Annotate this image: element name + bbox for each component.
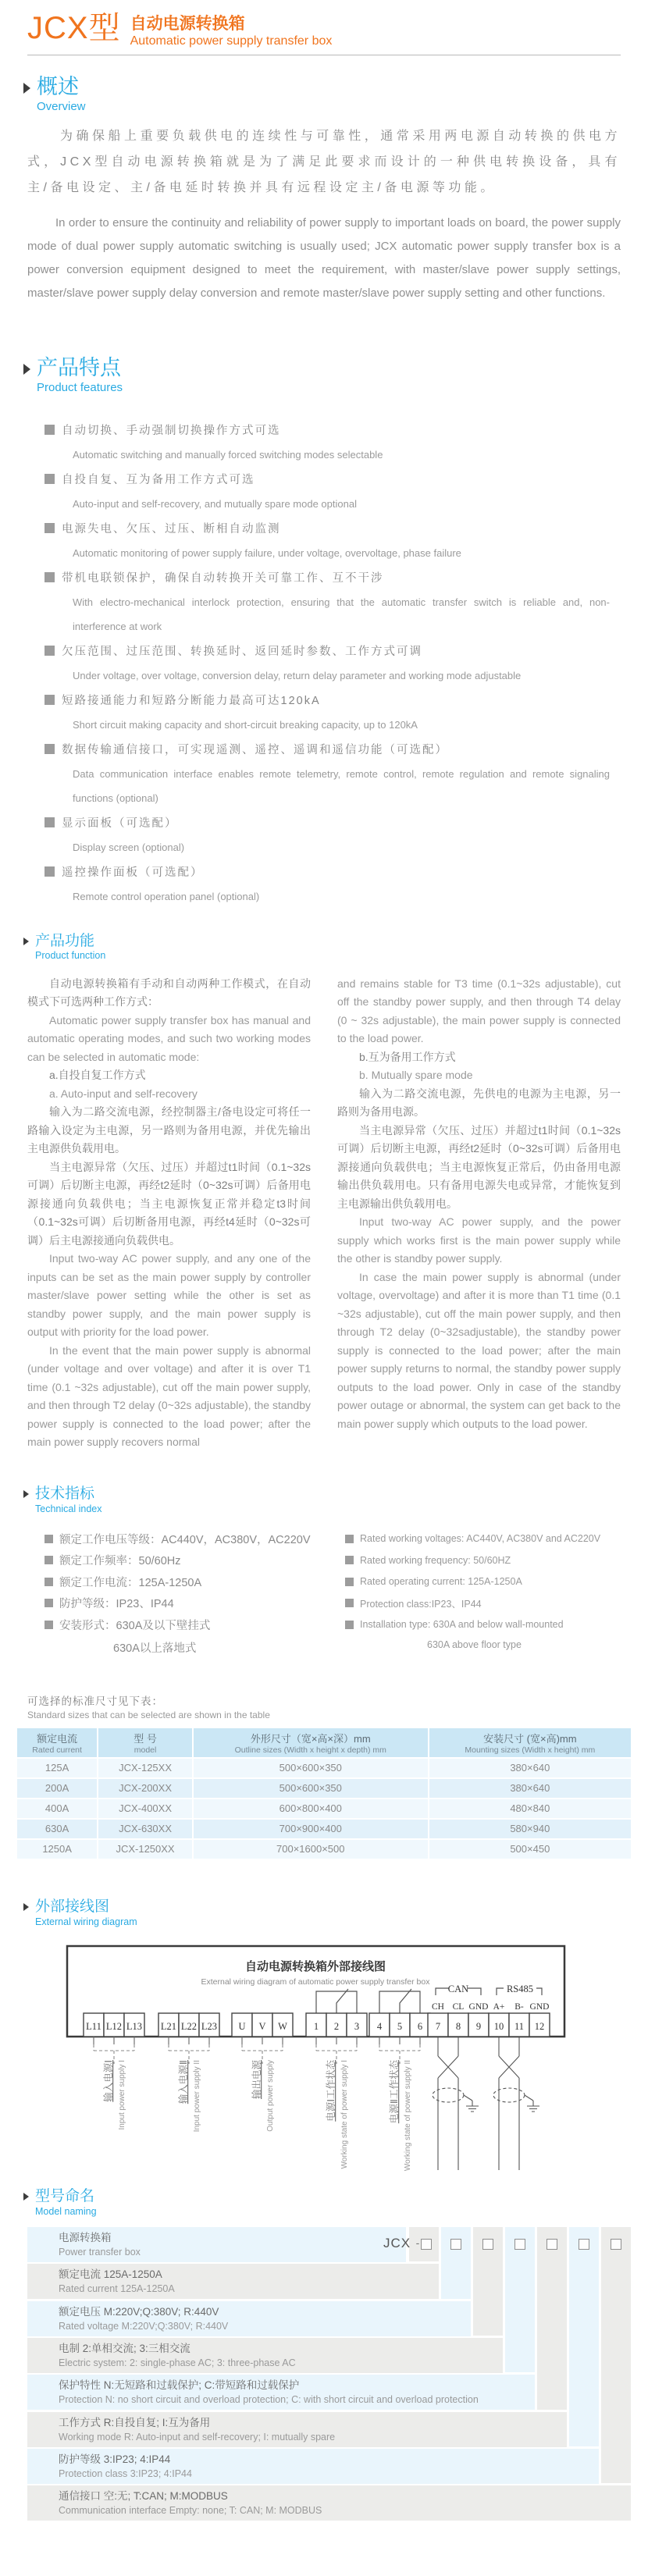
function-column-right [337,975,621,1452]
tech-spec-item: Rated working frequency: 50/60HZ [345,1553,621,1567]
function-paragraph: Automatic power supply transfer box has manual and automatic operating modes, and such two working modes can be selected in automatic mode: [27,1013,311,1063]
wiring-group-label-en: Working state of power supply I [340,2059,349,2169]
function-paragraph: 当主电源异常（欠压、过压）并超过t1时间（0.1~32s可调）后切断主电源，再经t2延时（0~32s可调）后备用电源接通向负载供电；当主电源恢复正常并稳定t3时间（0.1~32s可调）后切断备用电源，再经t4延时（0~32s可调）后主电源接通向负载供电。 [27,1160,311,1247]
overview-title-en: Overview [37,99,86,113]
twisted-pair-cables [433,2037,539,2170]
svg-text:GND: GND [468,2001,489,2012]
function-column-left [27,975,311,1452]
terminal-label: 4 [376,2020,383,2032]
terminal-label: U [238,2020,246,2032]
table-cell: 630A [17,1820,97,1838]
naming-row [27,2338,503,2373]
naming-row [27,2264,439,2299]
terminal-tick [242,2037,283,2044]
square-bullet-icon [45,695,55,705]
section-model-naming [0,2189,648,2525]
terminal-tick [316,2037,357,2044]
group-bracket [316,2044,357,2064]
section-wiring-diagram [0,1899,648,2189]
feature-text-cn: 数据传输通信接口，可实现遥测、遥控、遥调和遥信功能（可选配） [45,737,621,762]
naming-row-en: Electric system: 2: single-phase AC; 3: three-phase AC [59,2357,296,2369]
terminal-label: 11 [514,2020,525,2032]
tech-spec-item: 额定工作电流：125A-1250A [45,1575,345,1589]
square-bullet-icon [45,523,55,533]
feature-item [45,467,621,516]
table-cell: 580×940 [429,1820,631,1838]
naming-code-column [601,2227,631,2483]
feature-item [45,516,621,565]
code-placeholder-box [579,2239,589,2250]
tech-spec-item: Protection class:IP23、IP44 [345,1596,621,1610]
features-title-en: Product features [37,381,123,395]
page-header [0,0,648,55]
function-paragraph: and remains stable for T3 time (0.1~32s adjustable), cut off the standby power supply, and then through T4 delay (0 ~ 32s adjustable), the main power supply is connected to the load power. [337,977,621,1045]
square-bullet-icon [45,572,55,582]
terminal-label: L11 [86,2020,101,2032]
terminal-label: L21 [160,2020,177,2032]
function-paragraph: In the event that the main power supply is abnormal (under voltage and over voltage) and after it is over T1 time (0.1 ~32s adjustable), cut off the main power supply, and then through T2 delay (0~32s adjustable), the standby power supply is connected to the load power; after the main power supply recovers normal [27,1343,311,1449]
square-bullet-icon [45,1578,53,1586]
features-list [45,418,621,909]
tech-title-en: Technical index [35,1503,102,1514]
naming-code-column [441,2227,471,2299]
feature-text-en: Under voltage, over voltage, conversion delay, return delay parameter and working mode adjustable [73,669,522,681]
features-title-cn: 产品特点 [37,356,121,380]
square-bullet-icon [45,646,55,656]
naming-title-en: Model naming [35,2205,97,2217]
square-bullet-icon [45,474,55,484]
code-placeholder-box [547,2239,557,2250]
function-paragraph: 输入为二路交流电源，经控制器主/备电设定可将任一路输入设定为主电源，另一路则为备用电源，并优先输出主电源供负载用电。 [27,1105,311,1155]
wiring-diagram [27,1939,621,2189]
naming-code-column [409,2227,439,2261]
tech-spec-item: 额定工作频率：50/60Hz [45,1553,345,1567]
square-bullet-icon [345,1535,354,1543]
table-cell: 380×640 [429,1759,631,1777]
feature-text-en: Auto-input and self-recovery, and mutually spare mode optional [73,497,357,510]
wiring-diagram-title-en: External wiring diagram of automatic power supply transfer box [201,1976,430,1987]
feature-text-cn: 欠压范围、过压范围、转换延时、返回延时参数、工作方式可调 [45,639,621,664]
feature-text-en: Data communication interface enables remote telemetry, remote control, remote regulation and remote signaling functions (optional) [73,767,610,804]
terminal-label: L22 [180,2020,198,2032]
square-bullet-icon [45,1535,53,1543]
naming-code-column [505,2227,535,2372]
code-placeholder-box [450,2239,461,2250]
section-function [0,934,648,1452]
feature-item [45,688,621,737]
tech-spec-item: 安装形式：630A及以下壁挂式 [45,1618,345,1631]
group-bracket [169,2044,209,2064]
naming-row-en: Rated current 125A-1250A [59,2283,175,2295]
sizes-table-intro [27,1692,621,1720]
feature-text-cn: 电源失电、欠压、过压、断相自动监测 [45,516,621,541]
table-cell: 380×640 [429,1779,631,1798]
code-placeholder-box [611,2239,621,2250]
naming-prefix: JCX [383,2236,411,2251]
square-bullet-icon [45,1621,53,1629]
tech-spec-item: Rated working voltages: AC440V, AC380V and AC220V [345,1532,621,1546]
wiring-group-label-cn: 输入电源Ⅱ [178,2059,189,2105]
function-heading [23,934,648,962]
wiring-group-label-en: Working state of power supply II [404,2059,412,2172]
terminal-label: L12 [105,2020,123,2032]
square-bullet-icon [345,1578,354,1586]
table-cell: 480×840 [429,1799,631,1818]
square-bullet-icon [45,866,55,877]
naming-row-en: Protection N: no short circuit and overload protection; C: with short circuit and overload protection [59,2394,479,2406]
section-arrow-icon [23,938,29,945]
svg-text:B-: B- [514,2001,524,2012]
naming-row-cn: 电制 2:单相交流; 3:三相交流 [59,2343,190,2355]
table-cell: 700×1600×500 [194,1840,428,1859]
tech-list-cn [45,1532,345,1661]
naming-row-cn: 保护特性 N:无短路和过载保护; C:带短路和过载保护 [59,2379,300,2392]
group-bracket [94,2044,134,2064]
naming-row-en: Power transfer box [59,2247,141,2258]
table-row [17,1820,631,1838]
naming-code-column [569,2227,599,2446]
wiring-group-label-en: Input power supply II [193,2059,201,2133]
terminal-label: 2 [333,2020,340,2032]
sizes-intro-en: Standard sizes that can be selected are shown in the table [27,1709,270,1720]
terminal-label: L23 [201,2020,218,2032]
function-paragraph: In case the main power supply is abnormal (under voltage, overvoltage) and after it is more than T1 time (0.1 ~32s adjustable), cut off the main power supply, and then through T2 delay (0~32sadjustable), the standby power supply is connected to the load power; after the main power supply returns to normal, the standby power supply outputs to the load power. Only in case of the standby power outage or abnormal, the system can get back to the main power supply which outputs to the load power. [337,1270,621,1430]
product-model-title: JCX型 [27,11,121,45]
wiring-diagram-title-cn: 自动电源转换箱外部接线图 [244,1959,386,1973]
naming-code-column [537,2227,567,2410]
naming-row [27,2227,406,2262]
square-bullet-icon [45,1599,53,1607]
features-heading [23,357,648,395]
function-paragraph: 输入为二路交流电源，先供电的电源为主电源，另一路则为备用电源。 [337,1087,621,1119]
terminal-label: 12 [534,2020,545,2032]
function-paragraph: 自动电源转换箱有手动和自动两种工作模式，在自动模式下可选两种工作方式： [27,977,311,1009]
wiring-group-label-en: Output power supply [266,2059,275,2132]
section-features [0,357,648,908]
table-cell: JCX-200XX [98,1779,192,1798]
feature-text-cn: 显示面板（可选配） [45,810,621,835]
naming-heading [23,2189,648,2218]
table-cell: 500×450 [429,1840,631,1859]
feature-text-cn: 短路接通能力和短路分断能力最高可达120kA [45,688,621,713]
standard-sizes-table [16,1727,632,1860]
square-bullet-icon [345,1556,354,1564]
feature-text-en: Display screen (optional) [73,841,185,853]
feature-text-en: Automatic monitoring of power supply failure, under voltage, overvoltage, phase failure [73,546,461,559]
naming-row [27,2301,471,2336]
table-column-header: 型 号 model [98,1728,192,1757]
naming-code-column [473,2227,503,2336]
function-paragraph: 当主电源异常（欠压、过压）并超过t1时间（0.1~32s可调）后切断主电源，再经t2延时（0~32s可调）后备用电源接通向负载供电；当主电源恢复正常后，仍由备用电源输出供负载用电。只有备用电源失电或异常，才能恢复到主电源输出供负载用电。 [337,1123,621,1210]
naming-row [27,2412,567,2447]
overview-title-cn: 概述 [37,75,79,99]
table-cell: JCX-400XX [98,1799,192,1818]
feature-item [45,859,621,909]
function-title-en: Product function [35,950,106,962]
table-cell: 400A [17,1799,97,1818]
feature-item [45,418,621,467]
wiring-group-label-cn: 输入电源Ⅰ [103,2059,114,2102]
tech-spec-item: Installation type: 630A and below wall-mounted [345,1618,621,1631]
table-cell: 500×600×350 [194,1779,428,1798]
table-row [17,1799,631,1818]
feature-text-cn: 自动切换、手动强制切换操作方式可选 [45,418,621,443]
feature-item [45,737,621,810]
table-column-header: 外形尺寸（宽×高×深）mm Outline sizes (Width x height x depth) mm [194,1728,428,1757]
table-column-header: 安装尺寸 (宽×高)mm Mounting sizes (Width x height) mm [429,1728,631,1757]
tech-spec-item: Rated operating current: 125A-1250A [345,1575,621,1589]
square-bullet-icon [45,817,55,827]
naming-row-en: Rated voltage M:220V;Q:380V; R:440V [59,2320,229,2332]
model-naming-diagram [27,2227,636,2525]
function-paragraph: Input two-way AC power supply, and any one of the inputs can be set as the main power supply by controller master/slave power setting while the other is set as standby power supply, and the main power supply is output with priority for the load power. [27,1252,311,1339]
svg-text:CL: CL [452,2001,465,2012]
terminal-label: 8 [455,2020,461,2032]
feature-text-en: With electro-mechanical interlock protection, ensuring that the automatic transfer switch is reliable and, non-interference at work [73,596,610,632]
terminal-label: 7 [435,2020,441,2032]
naming-row [27,2485,631,2521]
group-bracket [242,2044,283,2064]
table-cell: 200A [17,1779,97,1798]
wiring-group-label-cn: 输出电源 [251,2059,262,2099]
section-arrow-icon [23,2193,29,2201]
function-paragraph: b. Mutually spare mode [359,1069,473,1082]
function-paragraph: a.自投自复工作方式 [49,1069,146,1082]
terminal-tick [94,2037,134,2044]
section-arrow-icon [23,1490,29,1498]
terminal-label: 3 [354,2020,360,2032]
naming-row [27,2375,535,2410]
code-placeholder-box [514,2239,525,2250]
naming-row [27,2449,599,2484]
wiring-title-cn: 外部接线图 [35,1898,110,1915]
wiring-title-en: External wiring diagram [35,1916,137,1927]
feature-item [45,639,621,688]
wiring-group-label-cn: 电源Ⅰ工作状态 [326,2059,336,2122]
naming-title-cn: 型号命名 [35,2187,95,2204]
terminal-tick [379,2037,420,2044]
tech-list-en [345,1532,621,1661]
table-cell: 1250A [17,1840,97,1859]
table-cell: 500×600×350 [194,1759,428,1777]
terminal-label: W [278,2020,287,2032]
feature-text-en: Remote control operation panel (optional) [73,890,260,902]
table-cell: 600×800×400 [194,1799,428,1818]
square-bullet-icon [45,1556,53,1564]
terminal-label: L13 [126,2020,143,2032]
function-paragraph: Input two-way AC power supply, and the power supply which works first is the main power supply while the other is standby power supply. [337,1215,621,1265]
sizes-intro-cn: 可选择的标准尺寸见下表： [27,1695,163,1707]
can-label: CAN [447,1983,469,1994]
naming-row-cn: 额定电流 125A-1250A [59,2268,162,2281]
feature-text-cn: 带机电联锁保护，确保自动转换开关可靠工作、互不干涉 [45,565,621,590]
svg-text:GND: GND [529,2001,550,2012]
dash-separator: - [415,2236,420,2250]
section-arrow-icon [23,83,30,94]
section-arrow-icon [23,364,30,375]
function-paragraph: b.互为备用工作方式 [359,1050,456,1063]
tech-spec-continuation: 630A above floor type [427,1639,522,1651]
code-placeholder-box [482,2239,493,2250]
table-column-header: 额定电流 Rated current [17,1728,97,1757]
table-cell: JCX-630XX [98,1820,192,1838]
naming-row-en: Working mode R: Auto-input and self-recovery; I: mutually spare [59,2431,336,2443]
naming-row-cn: 额定电压 M:220V;Q:380V; R:440V [59,2305,219,2318]
feature-text-en: Short circuit making capacity and short-circuit breaking capacity, up to 120kA [73,718,418,731]
square-bullet-icon [345,1599,354,1607]
wiring-group-label-cn: 电源Ⅱ工作状态 [389,2059,400,2124]
terminal-label: 9 [475,2020,482,2032]
feature-item [45,565,621,639]
section-technical-index [0,1486,648,1661]
tech-title-cn: 技术指标 [35,1485,95,1502]
rs485-label: RS485 [506,1983,534,1994]
table-row [17,1779,631,1798]
table-cell: JCX-125XX [98,1759,192,1777]
feature-text-cn: 遥控操作面板（可选配） [45,859,621,884]
function-title-cn: 产品功能 [35,932,95,949]
terminal-label: 10 [493,2020,504,2032]
product-title-cn: 自动电源转换箱 [130,15,245,33]
terminal-label: V [258,2020,266,2032]
terminal-tick [169,2037,209,2044]
naming-row-cn: 通信接口 空:无; T:CAN; M:MODBUS [59,2490,228,2503]
tech-spec-item: 防护等级：IP23、IP44 [45,1596,345,1610]
svg-text:CH: CH [432,2001,444,2012]
code-placeholder-box [421,2239,432,2250]
square-bullet-icon [345,1621,354,1629]
feature-text-en: Automatic switching and manually forced switching modes selectable [73,448,383,461]
wiring-heading [23,1899,648,1928]
naming-row-cn: 防护等级 3:IP23; 4:IP44 [59,2453,171,2465]
feature-text-cn: 自投自复、互为备用工作方式可选 [45,467,621,492]
table-cell: 125A [17,1759,97,1777]
svg-text:A+: A+ [493,2001,505,2012]
function-paragraph: a. Auto-input and self-recovery [49,1087,198,1100]
tech-spec-continuation: 630A以上落地式 [113,1642,197,1656]
square-bullet-icon [45,744,55,754]
wiring-group-label-en: Input power supply I [118,2059,126,2130]
terminal-label: 1 [313,2020,319,2032]
terminal-label: 5 [397,2020,403,2032]
table-row [17,1759,631,1777]
naming-row-cn: 电源转换箱 [59,2232,112,2244]
tech-heading [23,1486,648,1515]
overview-heading [23,76,648,114]
product-title-en: Automatic power supply transfer box [130,34,333,48]
section-arrow-icon [23,1903,29,1911]
table-row [17,1840,631,1859]
table-cell: JCX-1250XX [98,1840,192,1859]
table-cell: 700×900×400 [194,1820,428,1838]
overview-paragraph-en: In order to ensure the continuity and reliability of power supply to important loads on board, the power supply mode of dual power supply automatic switching is usually used; JCX automatic power supply transfer box is a power conversion equipment designed to meet the requirement, with master/slave power supply settings, master/slave power supply delay conversion and remote master/slave power supply setting and other functions. [27,216,621,301]
feature-item [45,810,621,859]
group-bracket [379,2044,420,2064]
section-overview [0,76,648,305]
overview-paragraph-cn: 为确保船上重要负载供电的连续性与可靠性，通常采用两电源自动转换的供电方式，JCX型自动电源转换箱就是为了满足此要求而设计的一种供电转换设备，具有主/备电设定、主/备电延时转换并具有远程设定主/备电源等功能。 [27,130,621,195]
naming-row-en: Communication interface Empty: none; T: CAN; M: MODBUS [59,2505,322,2517]
terminal-label: 6 [417,2020,423,2032]
square-bullet-icon [45,425,55,435]
naming-row-cn: 工作方式 R:自投自复; I:互为备用 [59,2416,211,2428]
tech-spec-item: 额定工作电压等级：AC440V，AC380V，AC220V [45,1532,345,1546]
naming-row-en: Protection class 3:IP23; 4:IP44 [59,2467,192,2479]
